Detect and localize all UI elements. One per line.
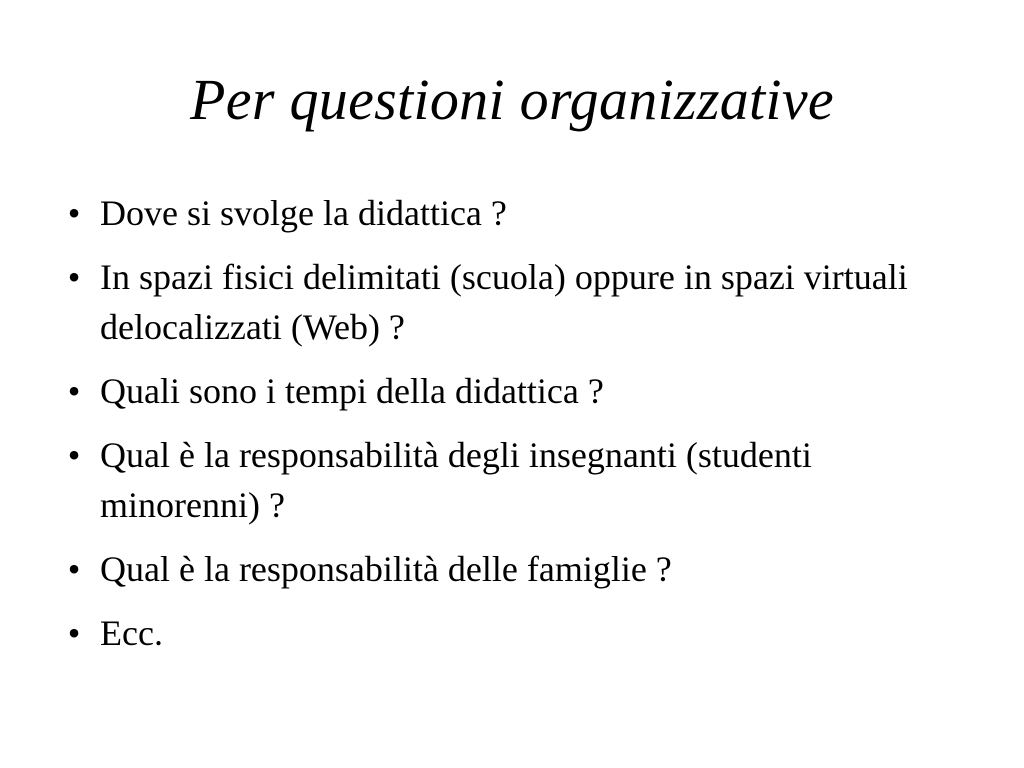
slide-title: Per questioni organizzative [190, 67, 834, 132]
bullet-icon: • [67, 193, 81, 233]
bullet-icon: • [67, 549, 81, 589]
bullet-icon: • [67, 613, 81, 653]
bullet-item-families [56, 544, 976, 594]
bullet-list [56, 188, 976, 672]
bullet-text: Qual è la responsabilità delle famiglie ? [100, 549, 672, 589]
bullet-text: Qual è la responsabilità degli insegnanti (studenti minorenni) ? [100, 435, 812, 525]
bullet-icon: • [67, 371, 81, 411]
bullet-item-etc [56, 608, 976, 658]
bullet-icon: • [67, 257, 81, 297]
bullet-item-where [56, 188, 976, 238]
bullet-text: Quali sono i tempi della didattica ? [100, 371, 604, 411]
bullet-text: Dove si svolge la didattica ? [100, 193, 507, 233]
bullet-text: Ecc. [100, 613, 163, 653]
bullet-icon: • [67, 435, 81, 475]
bullet-item-spaces [56, 252, 976, 352]
bullet-item-times [56, 366, 976, 416]
bullet-text: In spazi fisici delimitati (scuola) oppure in spazi virtuali delocalizzati (Web) ? [100, 257, 908, 347]
bullet-item-teachers [56, 430, 976, 530]
